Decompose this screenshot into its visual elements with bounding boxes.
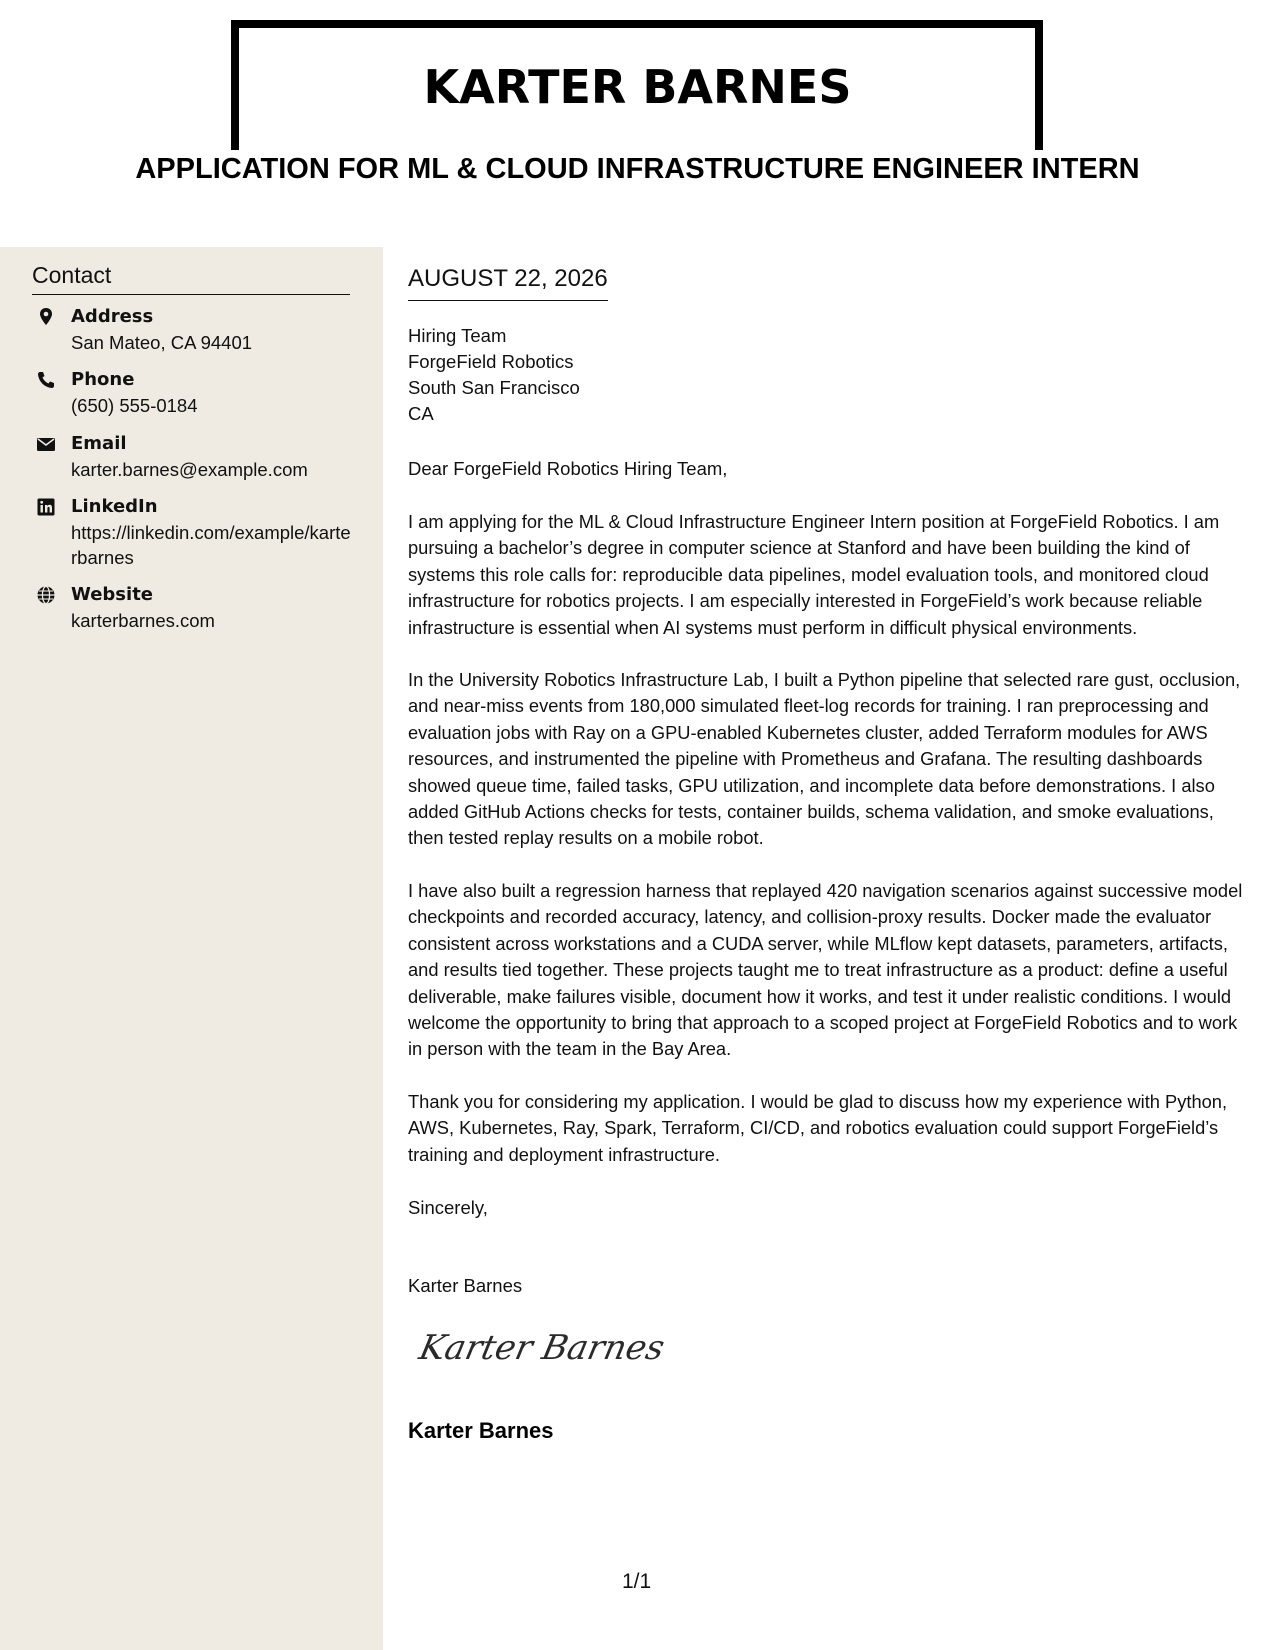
- globe-icon: [36, 585, 56, 605]
- recipient-line: CA: [408, 403, 434, 424]
- phone-label: Phone: [71, 369, 135, 390]
- phone-icon: [36, 370, 56, 390]
- contact-heading: Contact: [32, 262, 350, 295]
- recipient-line: South San Francisco: [408, 377, 580, 398]
- letter-paragraph: In the University Robotics Infrastructure Lab, I built a Python pipeline that selected rare gust, occlusion, and near-miss events from 180,000 simulated fleet-log records for training. I ran preprocessing and evaluation jobs with Ray on a GPU-enabled Kubernetes cluster, added Terraform modules for AWS resources, and instrumented the pipeline with Prometheus and Grafana. The resulting dashboards showed queue time, failed tasks, GPU utilization, and incomplete data before demonstrations. I also added GitHub Actions checks for tests, container builds, schema validation, and smoke evaluations, then tested replay results on a mobile robot.: [408, 669, 1241, 849]
- linkedin-label: LinkedIn: [71, 496, 158, 517]
- letter-date: AUGUST 22, 2026: [408, 265, 608, 301]
- letter-paragraph: I have also built a regression harness that replayed 420 navigation scenarios against successive model checkpoints and recorded accuracy, latency, and collision-proxy results. Docker made the evaluator consistent across workstations and a CUDA server, while MLflow kept datasets, parameters, artifacts, and results tied together. These projects taught me to treat infrastructure as a product: define a useful deliverable, make failures visible, document how it works, and test it under realistic conditions. I would welcome the opportunity to bring that approach to a scoped project at ForgeField Robotics and to work in person with the team in the Bay Area.: [408, 880, 1243, 1060]
- letter-paragraph: I am applying for the ML & Cloud Infrastructure Engineer Intern position at ForgeField Robotics. I am pursuing a bachelor’s degree in computer science at Stanford and have been building the kind of systems this role calls for: reproducible data pipelines, model evaluation tools, and monitored cloud infrastructure for robotics projects. I am especially interested in ForgeField’s work because reliable infrastructure is essential when AI systems must perform in difficult physical environments.: [408, 511, 1220, 638]
- email-label: Email: [71, 433, 127, 454]
- map-pin-icon: [36, 307, 56, 327]
- envelope-icon: [36, 434, 56, 454]
- closing-name: Karter Barnes: [408, 1275, 523, 1296]
- website-value[interactable]: karterbarnes.com: [71, 610, 215, 631]
- recipient-line: Hiring Team: [408, 325, 507, 346]
- handwritten-signature: Karter Barnes: [415, 1328, 669, 1368]
- salutation: Dear ForgeField Robotics Hiring Team,: [408, 458, 728, 479]
- page-number: 1/1: [622, 1570, 652, 1593]
- recipient-line: ForgeField Robotics: [408, 351, 574, 372]
- application-subtitle: APPLICATION FOR ML & CLOUD INFRASTRUCTURE ENGINEER INTERN: [135, 153, 1140, 185]
- email-value[interactable]: karter.barnes@example.com: [71, 459, 308, 480]
- linkedin-icon: [36, 497, 56, 517]
- linkedin-value[interactable]: https://linkedin.com/example/karterbarnes: [71, 522, 351, 568]
- address-label: Address: [71, 306, 154, 327]
- address-value: San Mateo, CA 94401: [71, 332, 253, 353]
- applicant-name: KARTER BARNES: [423, 60, 852, 114]
- website-label: Website: [71, 584, 154, 605]
- phone-value: (650) 555-0184: [71, 395, 198, 416]
- letter-paragraph: Thank you for considering my application. I would be glad to discuss how my experience with Python, AWS, Kubernetes, Ray, Spark, Terraform, CI/CD, and robotics evaluation could support ForgeField’s training and deployment infrastructure.: [408, 1091, 1228, 1165]
- signature-name: Karter Barnes: [408, 1418, 554, 1443]
- closing: Sincerely,: [408, 1197, 488, 1218]
